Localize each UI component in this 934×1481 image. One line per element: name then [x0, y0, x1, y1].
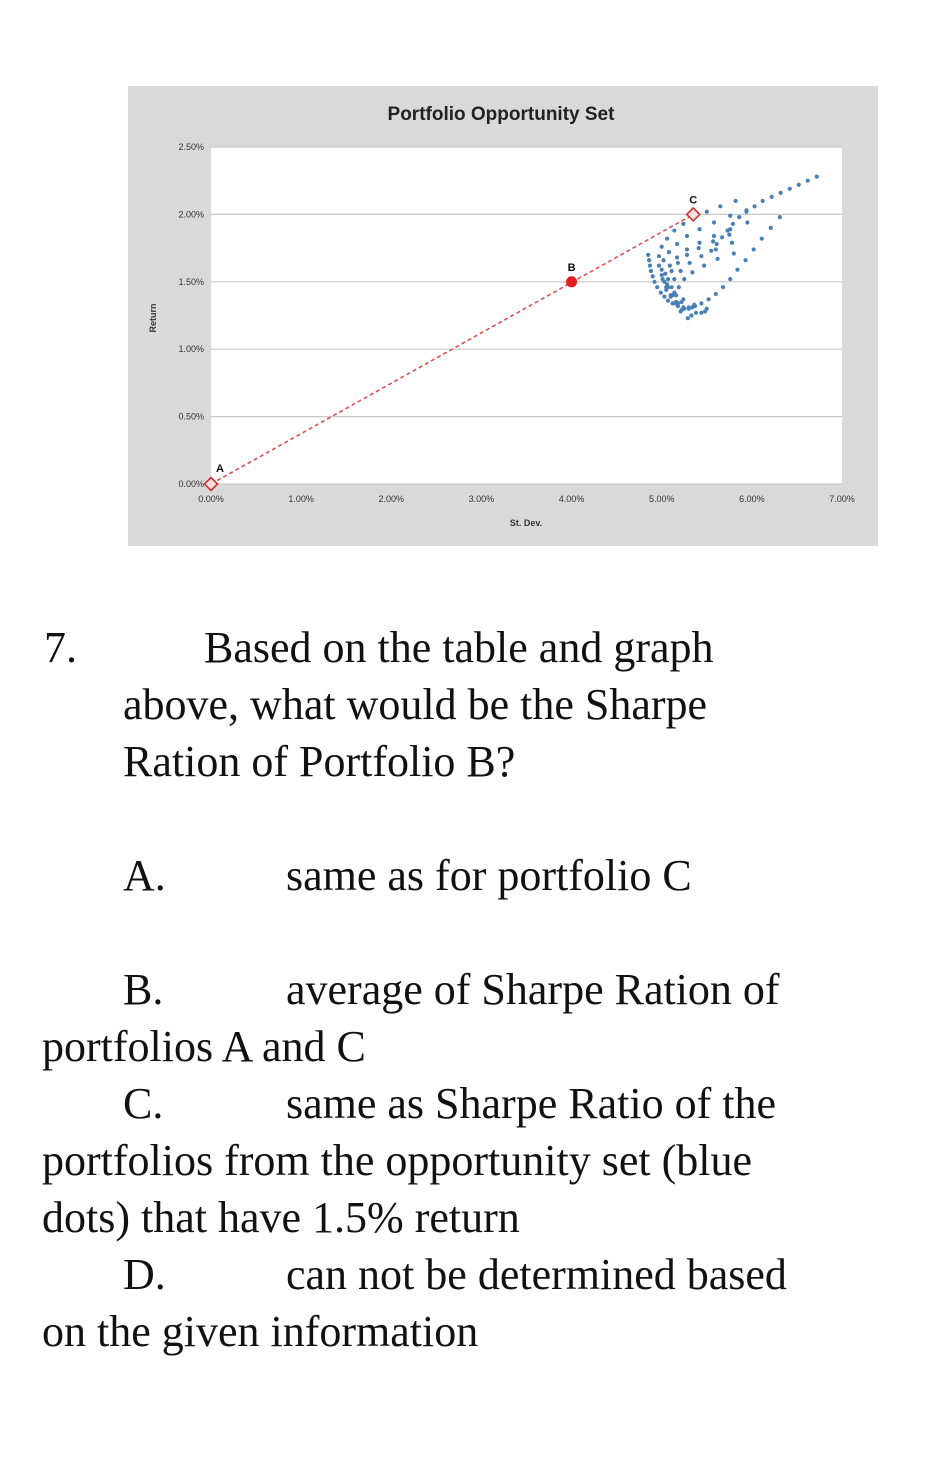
opportunity-set-dot: [714, 292, 718, 296]
opportunity-set-dot: [652, 280, 656, 284]
opportunity-set-dot: [806, 179, 810, 183]
option-a-text: same as for portfolio C: [286, 851, 692, 900]
x-tick-label: 2.00%: [378, 494, 405, 504]
x-tick-label: 0.00%: [198, 494, 224, 504]
opportunity-set-dot: [743, 258, 747, 262]
x-tick-label: 5.00%: [648, 494, 675, 504]
option-d-continuation: on the given information: [42, 1307, 479, 1356]
question-line-2: above, what would be the Sharpe: [123, 680, 708, 729]
option-a-letter: A.: [123, 851, 166, 900]
opportunity-set-dot: [679, 300, 683, 304]
opportunity-set-dot: [661, 258, 665, 262]
option-b-continuation: portfolios A and C: [42, 1022, 366, 1071]
opportunity-set-dot: [699, 311, 703, 315]
opportunity-set-dot: [703, 309, 707, 313]
opportunity-set-dot: [734, 199, 738, 203]
point-b-marker: [566, 276, 577, 287]
opportunity-set-dot: [720, 235, 724, 239]
opportunity-set-dot: [728, 214, 732, 218]
option-d-text: can not be determined based: [286, 1250, 787, 1299]
opportunity-set-dot: [788, 187, 792, 191]
question-line-1: Based on the table and graph: [204, 623, 714, 672]
y-tick-label: 1.00%: [178, 344, 204, 355]
opportunity-set-dot: [745, 220, 749, 224]
opportunity-set-dot: [688, 261, 692, 265]
opportunity-set-dot: [655, 285, 659, 289]
opportunity-set-dot: [815, 175, 819, 179]
opportunity-set-dot: [690, 270, 694, 274]
opportunity-set-dot: [670, 293, 674, 297]
point-a-label: A: [216, 463, 224, 475]
opportunity-set-dot: [662, 280, 666, 284]
opportunity-set-dot: [730, 241, 734, 245]
opportunity-set-dot: [727, 233, 731, 237]
opportunity-set-dot: [679, 269, 683, 273]
opportunity-set-dot: [666, 277, 670, 281]
opportunity-set-dot: [797, 183, 801, 187]
opportunity-set-dot: [712, 220, 716, 224]
opportunity-set-dot: [705, 210, 709, 214]
option-c-letter: C.: [123, 1079, 164, 1128]
opportunity-set-dot: [770, 195, 774, 199]
opportunity-set-dot: [712, 234, 716, 238]
opportunity-set-dot: [760, 237, 764, 241]
opportunity-set-dot: [690, 305, 694, 309]
question-number: 7.: [44, 623, 77, 672]
option-b-text: average of Sharpe Ration of: [286, 965, 780, 1014]
y-tick-label: 2.50%: [178, 142, 204, 152]
opportunity-set-dot: [647, 258, 651, 262]
opportunity-set-dot: [666, 285, 670, 289]
opportunity-set-dot: [715, 242, 719, 246]
opportunity-set-dot: [670, 269, 674, 273]
opportunity-set-dot: [660, 245, 664, 249]
opportunity-set-dot: [778, 215, 782, 219]
opportunity-set-dot: [682, 277, 686, 281]
opportunity-set-dot: [716, 257, 720, 261]
opportunity-set-dot: [665, 237, 669, 241]
opportunity-set-dot: [685, 247, 689, 251]
y-tick-label: 2.00%: [178, 209, 204, 220]
opportunity-set-dot: [679, 309, 683, 313]
opportunity-set-dot: [694, 311, 698, 315]
option-b-letter: B.: [123, 965, 164, 1014]
opportunity-set-dot: [663, 272, 667, 276]
opportunity-set-dot: [666, 299, 670, 303]
x-axis-label: St. Dev.: [509, 518, 543, 528]
option-c-continuation-1: portfolios from the opportunity set (blue: [42, 1136, 752, 1185]
opportunity-set-dot: [752, 204, 756, 208]
chart-panel: [128, 86, 878, 546]
opportunity-set-dot: [660, 273, 664, 277]
opportunity-set-dot: [706, 297, 710, 301]
opportunity-set-dot: [660, 268, 664, 272]
opportunity-set-dot: [648, 264, 652, 268]
opportunity-set-dot: [659, 290, 663, 294]
opportunity-set-dot: [697, 241, 701, 245]
opportunity-set-dot: [649, 269, 653, 273]
portfolio-opportunity-chart: [128, 86, 878, 546]
opportunity-set-dot: [675, 242, 679, 246]
x-axis-ticks: [198, 494, 855, 504]
y-axis-label: Return: [148, 303, 158, 333]
opportunity-set-dot: [718, 204, 722, 208]
opportunity-set-dot: [711, 239, 715, 243]
opportunity-set-dot: [677, 285, 681, 289]
opportunity-set-dot: [744, 208, 748, 212]
opportunity-set-dot: [689, 313, 693, 317]
opportunity-set-dot: [721, 285, 725, 289]
opportunity-set-dot: [662, 295, 666, 299]
x-tick-label: 4.00%: [558, 494, 585, 504]
opportunity-set-dot: [674, 293, 678, 297]
opportunity-set-dot: [761, 199, 765, 203]
opportunity-set-dot: [769, 226, 773, 230]
opportunity-set-dot: [697, 246, 701, 250]
x-tick-label: 7.00%: [829, 494, 855, 504]
opportunity-set-dot: [657, 264, 661, 268]
y-axis-ticks: [178, 142, 204, 489]
option-c-text: same as Sharpe Ratio of the: [286, 1079, 776, 1128]
opportunity-set-dot: [675, 301, 679, 305]
opportunity-set-dot: [657, 254, 661, 258]
opportunity-set-dot: [672, 277, 676, 281]
opportunity-set-dot: [685, 253, 689, 257]
opportunity-set-dot: [702, 264, 706, 268]
opportunity-set-dot: [681, 222, 685, 226]
opportunity-set-dot: [687, 307, 691, 311]
x-tick-label: 6.00%: [739, 494, 765, 504]
option-c-continuation-2: dots) that have 1.5% return: [42, 1193, 520, 1242]
question-line-3: Ration of Portfolio B?: [123, 737, 516, 786]
opportunity-set-dot: [672, 228, 676, 232]
y-tick-label: 1.50%: [178, 276, 204, 287]
opportunity-set-dot: [714, 247, 718, 251]
x-tick-label: 3.00%: [468, 494, 495, 504]
opportunity-set-dot: [752, 247, 756, 251]
opportunity-set-dot: [651, 274, 655, 278]
point-c-label: C: [689, 194, 698, 207]
y-tick-label: 0.00%: [178, 479, 204, 489]
point-b-label: B: [567, 261, 576, 274]
opportunity-set-dot: [779, 191, 783, 195]
chart-title: Portfolio Opportunity Set: [387, 104, 615, 125]
opportunity-set-dot: [676, 261, 680, 265]
opportunity-set-dot: [728, 227, 732, 231]
opportunity-set-dot: [709, 249, 713, 253]
opportunity-set-dot: [668, 264, 672, 268]
option-d-letter: D.: [123, 1250, 166, 1299]
plot-area: [211, 147, 842, 484]
opportunity-set-dot: [670, 285, 674, 289]
opportunity-set-dot: [675, 255, 679, 259]
opportunity-set-dot: [667, 250, 671, 254]
opportunity-set-dot: [731, 222, 735, 226]
opportunity-set-dot: [737, 215, 741, 219]
opportunity-set-dot: [699, 301, 703, 305]
x-tick-label: 1.00%: [288, 494, 314, 504]
opportunity-set-dot: [685, 234, 689, 238]
opportunity-set-dot: [686, 316, 690, 320]
opportunity-set-dot: [646, 253, 650, 257]
opportunity-set-dot: [728, 277, 732, 281]
opportunity-set-dot: [697, 227, 701, 231]
opportunity-set-dot: [735, 268, 739, 272]
opportunity-set-dot: [732, 251, 736, 255]
y-tick-label: 0.50%: [178, 411, 204, 422]
opportunity-set-dot: [699, 254, 703, 258]
